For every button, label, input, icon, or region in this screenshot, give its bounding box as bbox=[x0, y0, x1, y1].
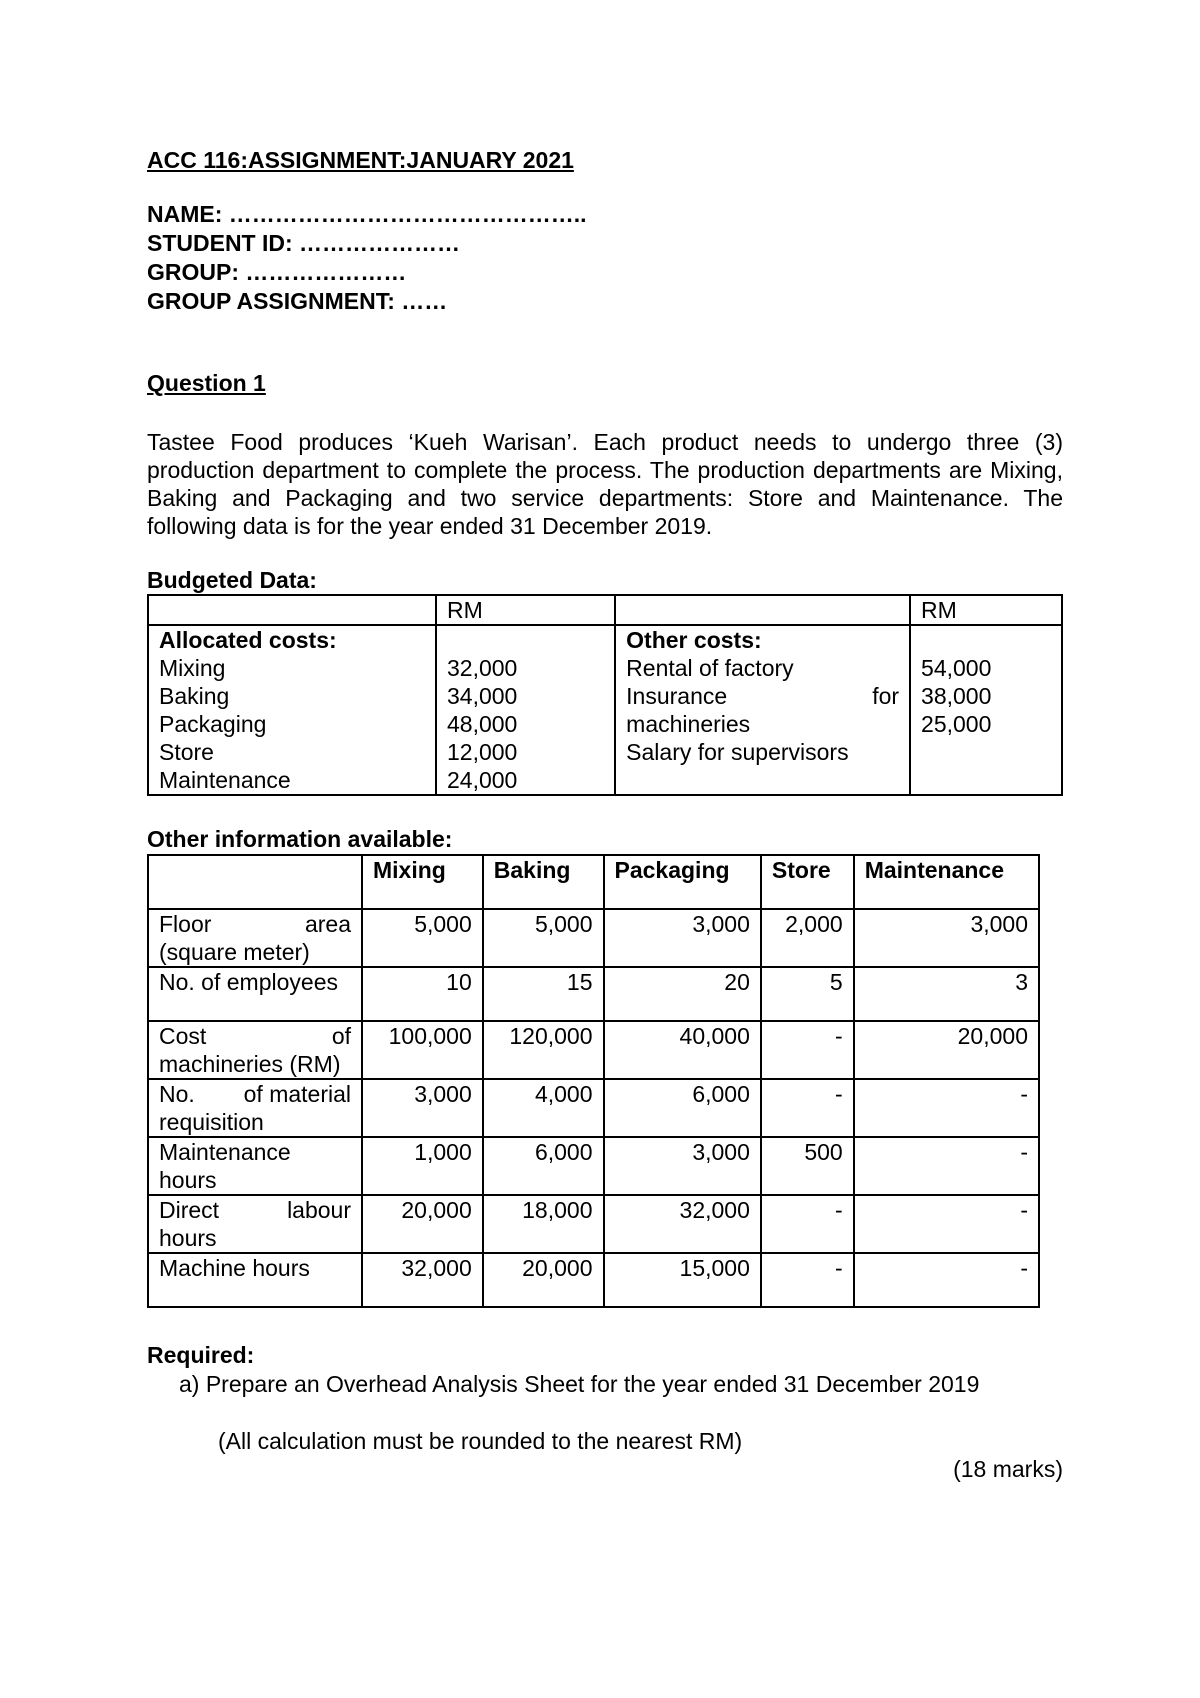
info-cell-value: 3,000 bbox=[604, 1137, 761, 1195]
other-info-heading: Other information available: bbox=[147, 826, 453, 852]
allocated-item-name: Mixing bbox=[159, 655, 226, 681]
info-cell-value: 10 bbox=[362, 967, 483, 1021]
allocated-item-value: 32,000 bbox=[447, 655, 518, 681]
info-cell-value: 15,000 bbox=[604, 1253, 761, 1307]
other-cost-name: Salary for supervisors bbox=[626, 739, 849, 765]
other-cost-name: Rental of factory bbox=[626, 655, 794, 681]
info-cell-value: 20 bbox=[604, 967, 761, 1021]
allocated-item-value: 48,000 bbox=[447, 711, 518, 737]
info-cell-value: 3,000 bbox=[362, 1079, 483, 1137]
allocated-item-name: Maintenance bbox=[159, 767, 291, 793]
budgeted-data-heading: Budgeted Data: bbox=[147, 567, 317, 593]
allocated-item-name: Baking bbox=[159, 683, 230, 709]
info-row-label-part: of material bbox=[243, 1081, 351, 1107]
allocated-costs-label: Allocated costs: bbox=[159, 627, 337, 653]
info-cell-value: - bbox=[854, 1079, 1039, 1137]
other-cost-name: for bbox=[872, 683, 900, 709]
assignment-title: ACC 116:ASSIGNMENT:JANUARY 2021 bbox=[147, 147, 574, 173]
info-cell-value: - bbox=[854, 1253, 1039, 1307]
other-cost-value: 25,000 bbox=[921, 711, 992, 737]
marks-label: (18 marks) bbox=[953, 1456, 1063, 1482]
info-table-row bbox=[148, 967, 1039, 1021]
info-cell-value: 120,000 bbox=[483, 1021, 604, 1079]
question-title: Question 1 bbox=[147, 370, 266, 396]
group-assignment-field: GROUP ASSIGNMENT: …… bbox=[147, 288, 448, 314]
allocated-item-value: 24,000 bbox=[447, 767, 518, 793]
info-row-label-part: hours bbox=[159, 1225, 217, 1251]
info-cell-value: 3,000 bbox=[604, 909, 761, 967]
info-cell-value: 18,000 bbox=[483, 1195, 604, 1253]
info-cell-value: 20,000 bbox=[483, 1253, 604, 1307]
name-field: NAME: ……………………………………….. bbox=[147, 201, 587, 227]
info-row-label-part: hours bbox=[159, 1167, 217, 1193]
info-cell-value: 100,000 bbox=[362, 1021, 483, 1079]
info-row-label bbox=[148, 909, 362, 967]
other-costs-label: Other costs: bbox=[626, 627, 762, 653]
info-row-label-part: Maintenance bbox=[159, 1139, 291, 1165]
info-col-packaging: Packaging bbox=[604, 855, 761, 909]
info-row-label-part: labour bbox=[287, 1197, 351, 1223]
info-cell-value: 20,000 bbox=[362, 1195, 483, 1253]
info-cell-value: - bbox=[854, 1195, 1039, 1253]
info-cell-value: 4,000 bbox=[483, 1079, 604, 1137]
info-table-row bbox=[148, 909, 1039, 967]
info-cell-value: 15 bbox=[483, 967, 604, 1021]
info-row-label-part: (square meter) bbox=[159, 939, 310, 965]
group-field: GROUP: ………………… bbox=[147, 259, 407, 285]
info-cell-value: 6,000 bbox=[604, 1079, 761, 1137]
info-cell-value: 3,000 bbox=[854, 909, 1039, 967]
info-table-row bbox=[148, 1137, 1039, 1195]
info-row-label-part: area bbox=[304, 911, 351, 937]
info-cell-value: 3 bbox=[854, 967, 1039, 1021]
other-costs-values bbox=[910, 625, 1062, 795]
info-row-label bbox=[148, 1079, 362, 1137]
info-row-label bbox=[148, 1021, 362, 1079]
budget-header-rm-2: RM bbox=[910, 595, 1062, 625]
info-row-label-part: of bbox=[331, 1023, 351, 1049]
info-cell-value: - bbox=[761, 1253, 854, 1307]
info-cell-value: 500 bbox=[761, 1137, 854, 1195]
allocated-item-value: 12,000 bbox=[447, 739, 518, 765]
info-row-label-part: requisition bbox=[159, 1109, 264, 1135]
info-cell-value: 1,000 bbox=[362, 1137, 483, 1195]
info-row-label-part: No. bbox=[159, 1081, 195, 1107]
info-col-mixing: Mixing bbox=[362, 855, 483, 909]
info-cell-value: 2,000 bbox=[761, 909, 854, 967]
info-cell-value: 5,000 bbox=[483, 909, 604, 967]
required-heading: Required: bbox=[147, 1342, 255, 1368]
allocated-costs-values bbox=[436, 625, 615, 795]
info-col-maintenance: Maintenance bbox=[854, 855, 1039, 909]
info-row-label-part: Floor bbox=[159, 911, 212, 937]
question-paragraph: Tastee Food produces ‘Kueh Warisan’. Each product needs to undergo three (3) production department to complete the process. The production departments are Mixing, Baking and Packaging and two service departments: Store and Maintenance. The following data is for the year ended 31 December 2019. bbox=[147, 429, 1063, 539]
other-cost-name: Insurance bbox=[626, 683, 728, 709]
info-cell-value: 32,000 bbox=[604, 1195, 761, 1253]
allocated-item-value: 34,000 bbox=[447, 683, 518, 709]
rounding-note: (All calculation must be rounded to the nearest RM) bbox=[218, 1428, 743, 1454]
info-table-row bbox=[148, 1253, 1039, 1307]
required-item-a: a) Prepare an Overhead Analysis Sheet for the year ended 31 December 2019 bbox=[179, 1371, 980, 1397]
other-costs-labels bbox=[615, 625, 910, 795]
info-table-row bbox=[148, 1195, 1039, 1253]
budget-header-empty-1 bbox=[148, 595, 436, 625]
info-row-label bbox=[148, 1195, 362, 1253]
info-row-label-part: No. of employees bbox=[159, 969, 338, 995]
info-row-label-part: Cost bbox=[159, 1023, 207, 1049]
info-row-label bbox=[148, 967, 362, 1021]
other-cost-name-justified bbox=[626, 682, 899, 710]
info-col-baking: Baking bbox=[483, 855, 604, 909]
info-header-empty bbox=[148, 855, 362, 909]
info-row-label-part: Direct bbox=[159, 1197, 220, 1223]
info-table-body bbox=[148, 909, 1039, 1307]
budget-header-empty-2 bbox=[615, 595, 910, 625]
budgeted-data-table bbox=[147, 594, 1063, 796]
info-col-store: Store bbox=[761, 855, 854, 909]
student-id-field: STUDENT ID: ………………… bbox=[147, 230, 461, 256]
info-cell-value: 32,000 bbox=[362, 1253, 483, 1307]
allocated-costs-labels bbox=[148, 625, 436, 795]
info-cell-value: 5 bbox=[761, 967, 854, 1021]
info-cell-value: - bbox=[761, 1021, 854, 1079]
allocated-item-name: Store bbox=[159, 739, 214, 765]
other-cost-value: 38,000 bbox=[921, 683, 992, 709]
info-table-row bbox=[148, 1079, 1039, 1137]
other-cost-value: 54,000 bbox=[921, 655, 992, 681]
info-cell-value: - bbox=[761, 1079, 854, 1137]
info-cell-value: 6,000 bbox=[483, 1137, 604, 1195]
info-cell-value: 5,000 bbox=[362, 909, 483, 967]
info-row-label-part: Machine hours bbox=[159, 1255, 310, 1281]
info-cell-value: 20,000 bbox=[854, 1021, 1039, 1079]
other-info-table bbox=[147, 854, 1040, 1308]
allocated-item-name: Packaging bbox=[159, 711, 267, 737]
info-cell-value: 40,000 bbox=[604, 1021, 761, 1079]
info-cell-value: - bbox=[761, 1195, 854, 1253]
other-cost-name: machineries bbox=[626, 711, 751, 737]
info-table-row bbox=[148, 1021, 1039, 1079]
info-row-label-part: machineries (RM) bbox=[159, 1051, 341, 1077]
budget-header-rm-1: RM bbox=[436, 595, 615, 625]
info-cell-value: - bbox=[854, 1137, 1039, 1195]
info-row-label bbox=[148, 1253, 362, 1307]
info-row-label bbox=[148, 1137, 362, 1195]
